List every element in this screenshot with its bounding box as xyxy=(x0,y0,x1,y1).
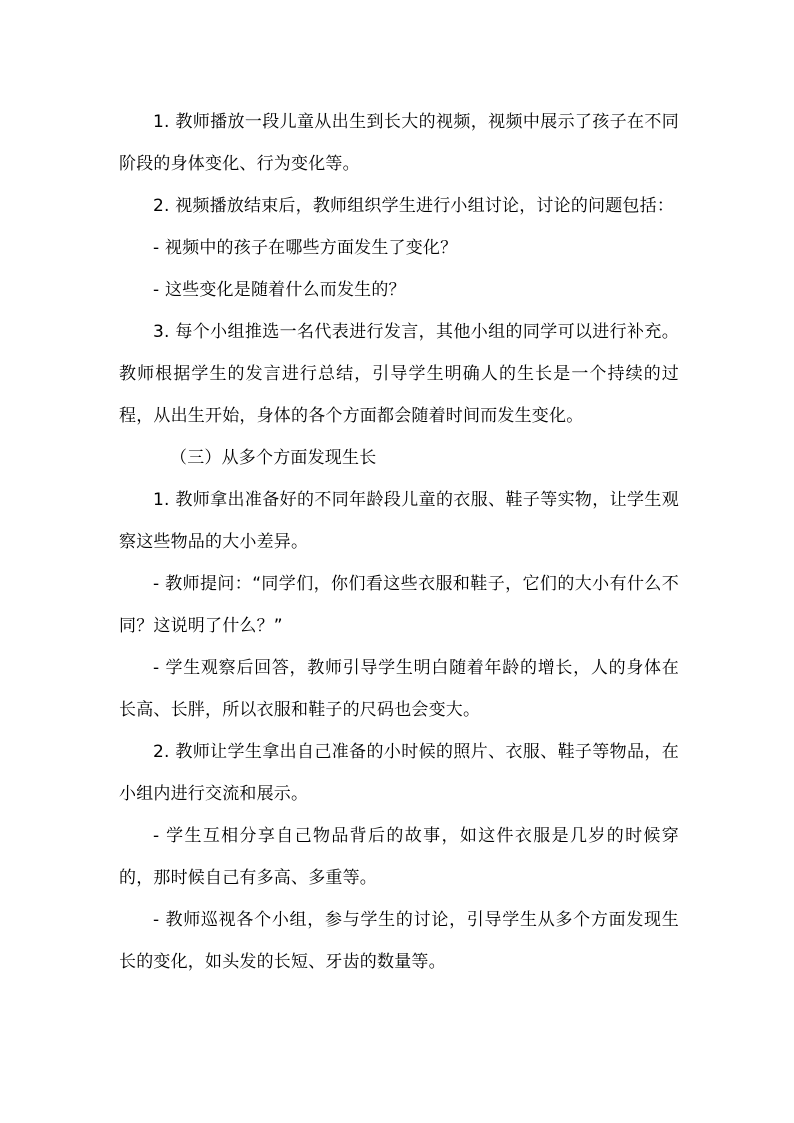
paragraph-section3-step-2: 2. 教师让学生拿出自己准备的小时候的照片、衣服、鞋子等物品，在小组内进行交流和展示。 xyxy=(119,742,679,804)
teacher-guidance: - 教师巡视各个小组，参与学生的讨论，引导学生从多个方面发现生长的变化，如头发的长短、牙齿的数量等。 xyxy=(119,910,679,972)
paragraph-step-2: 2. 视频播放结束后，教师组织学生进行小组讨论，讨论的问题包括： xyxy=(153,196,675,216)
discussion-question-2: - 这些变化是随着什么而发生的？ xyxy=(153,280,406,300)
teacher-question: - 教师提问：“同学们，你们看这些衣服和鞋子，它们的大小有什么不同？这说明了什么？” xyxy=(119,574,679,636)
student-answer: - 学生观察后回答，教师引导学生明白随着年龄的增长，人的身体在长高、长胖，所以衣服和鞋子的尺码也会变大。 xyxy=(119,658,679,720)
discussion-question-1: - 视频中的孩子在哪些方面发生了变化？ xyxy=(153,238,458,258)
paragraph-step-1: 1. 教师播放一段儿童从出生到长大的视频，视频中展示了孩子在不同阶段的身体变化、行为变化等。 xyxy=(119,112,679,174)
document-body xyxy=(119,101,679,983)
paragraph-step-3: 3. 每个小组推选一名代表进行发言，其他小组的同学可以进行补充。教师根据学生的发言进行总结，引导学生明确人的生长是一个持续的过程，从出生开始，身体的各个方面都会随着时间而发生变化。 xyxy=(119,322,679,426)
paragraph-section3-step-1: 1. 教师拿出准备好的不同年龄段儿童的衣服、鞋子等实物，让学生观察这些物品的大小差异。 xyxy=(119,490,679,552)
student-sharing: - 学生互相分享自己物品背后的故事，如这件衣服是几岁的时候穿的，那时候自己有多高、多重等。 xyxy=(119,826,679,888)
section-heading: （三）从多个方面发现生长 xyxy=(170,448,377,468)
